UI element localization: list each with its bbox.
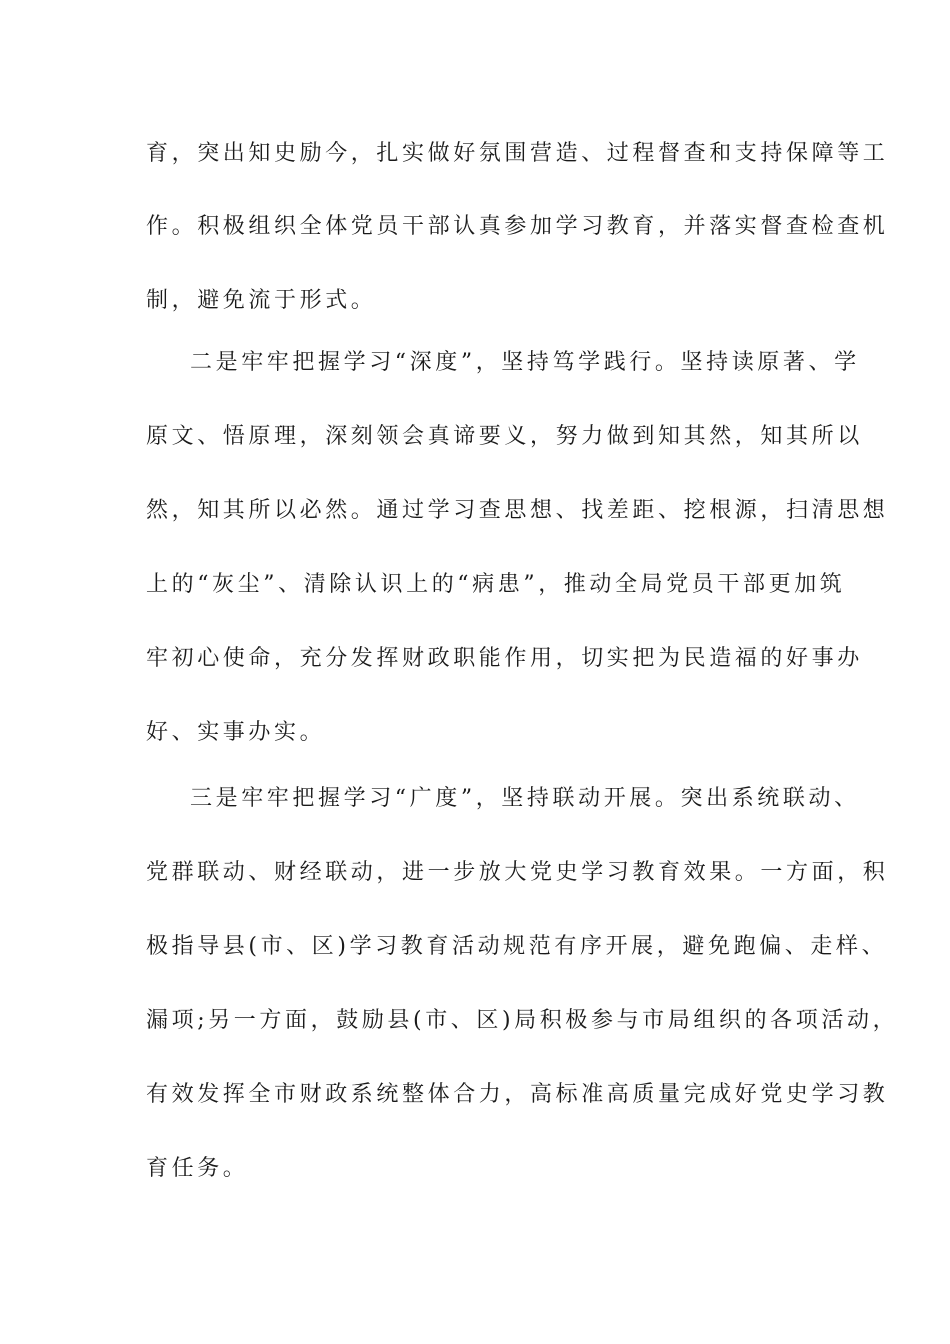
text-line: 制，避免流于形式。 xyxy=(146,288,377,313)
text-line: 漏项;另一方面，鼓励县(市、区)局积极参与市局组织的各项活动， xyxy=(146,1008,899,1033)
text-line: 作。积极组织全体党员干部认真参加学习教育，并落实督查检查机 xyxy=(146,214,889,239)
text-line: 上的“灰尘”、清除认识上的“病患”，推动全局党员干部更加筑 xyxy=(146,572,846,597)
text-line: 然，知其所以必然。通过学习查思想、找差距、挖根源，扫清思想 xyxy=(146,498,889,523)
paragraph-first-line: 三是牢牢把握学习“广度”，坚持联动开展。突出系统联动、 xyxy=(190,786,860,811)
text-line: 育，突出知史励今，扎实做好氛围营造、过程督查和支持保障等工 xyxy=(146,141,889,166)
text-line: 牢初心使命，充分发挥财政职能作用，切实把为民造福的好事办 xyxy=(146,646,863,671)
text-line: 极指导县(市、区)学习教育活动规范有序开展，避免跑偏、走样、 xyxy=(146,934,888,959)
text-line: 好、实事办实。 xyxy=(146,720,326,745)
text-line: 党群联动、财经联动，进一步放大党史学习教育效果。一方面，积 xyxy=(146,860,889,885)
text-line: 育任务。 xyxy=(146,1156,249,1181)
text-line: 有效发挥全市财政系统整体合力，高标准高质量完成好党史学习教 xyxy=(146,1082,889,1107)
paragraph-first-line: 二是牢牢把握学习“深度”，坚持笃学践行。坚持读原著、学 xyxy=(190,350,860,375)
text-line: 原文、悟原理，深刻领会真谛要义，努力做到知其然，知其所以 xyxy=(146,424,863,449)
